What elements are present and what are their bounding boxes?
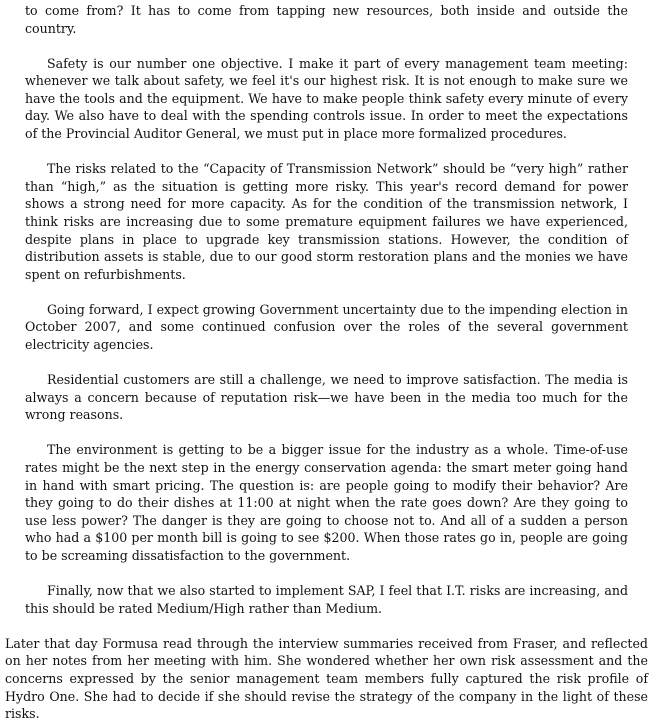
quote-paragraph-safety: Safety is our number one objective. I make it part of every management team meeting: whenever we talk about safety, we feel it's our highest risk. It is not enough to make sure we have the tools and the equipment. We have to make people think safety every minute of every day. We also have to deal with the spending controls issue. In order to meet the expectations of the Provincial Auditor General, we must put in place more formalized procedures. bbox=[25, 55, 628, 142]
closing-paragraph: Later that day Formusa read through the interview summaries received from Fraser, and reflected on her notes from her meeting with him. She wondered whether her own risk assessment and the concerns expressed by the senior management team members fully captured the risk profile of Hydro One. She had to decide if she should revise the strategy of the company in the light of these risks. bbox=[5, 635, 648, 722]
quote-paragraph-government: Going forward, I expect growing Government uncertainty due to the impending election in October 2007, and some continued confusion over the roles of the several government electricity agencies. bbox=[25, 301, 628, 352]
narrative-section bbox=[5, 635, 648, 723]
quote-paragraph-1: to come from? It has to come from tapping new resources, both inside and outside the country. bbox=[25, 3, 628, 36]
quote-paragraph-it-risks: Finally, now that we also started to implement SAP, I feel that I.T. risks are increasing, and this should be rated Medium/High rather than Medium. bbox=[25, 583, 628, 616]
quote-paragraph-customers: Residential customers are still a challenge, we need to improve satisfaction. The media is always a concern because of reputation risk—we have been in the media too much for the wrong reasons. bbox=[25, 372, 628, 423]
quote-paragraph-transmission: The risks related to the “Capacity of Transmission Network” should be “very high” rather than “high,” as the situation is getting more risky. This year's record demand for power shows a strong need for more capacity. As for the condition of the transmission network, I think risks are increasing due to some premature equipment failures we have experienced, despite plans in place to upgrade key transmission stations. However, the condition of distribution assets is stable, due to our good storm restoration plans and the monies we have spent on refurbishments. bbox=[25, 161, 628, 282]
interview-quote bbox=[25, 2, 628, 617]
quote-paragraph-environment: The environment is getting to be a bigger issue for the industry as a whole. Time-of-use rates might be the next step in the energy conservation agenda: the smart meter going hand in hand with smart pricing. The question is: are people going to modify their behavior? Are they going to do their dishes at 11:00 at night when the rate goes down? Are they going to use less power? The danger is they are going to choose not to. And all of a sudden a person who had a $100 per month bill is going to see $200. When those rates go in, people are going to be screaming dissatisfaction to the government. bbox=[25, 442, 628, 563]
